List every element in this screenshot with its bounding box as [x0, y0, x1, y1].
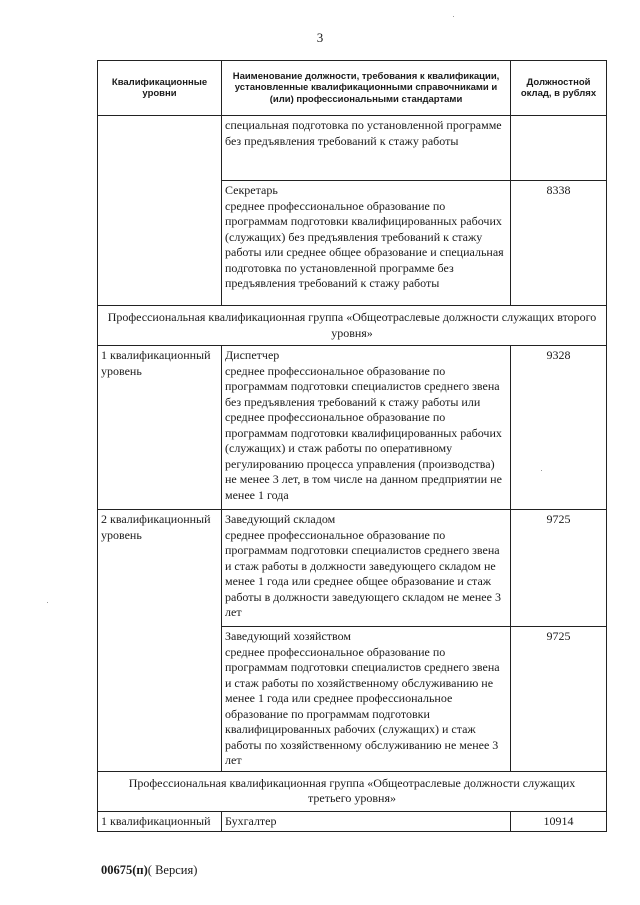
position-title: Бухгалтер [225, 813, 277, 828]
requirements-text: среднее профессиональное образование по программам подготовки квалифицированных рабочих (служащих) без предъявления требований к стажу работы или среднее общее образование и специальная подготовка по установленной программе без предъявления требований к стажу работы [225, 198, 504, 290]
requirements-text: среднее профессиональное образование по программам подготовки специалистов среднего звена без предъявления требований к стажу работы или среднее профессиональное образование по программам подготовки квалифицированных рабочих (служащих) и стаж работы по оперативному регулированию процесса управления (производства) не менее 3 лет, в том числе на данном предприятии не менее 1 года [225, 363, 502, 502]
header-levels: Квалификационные уровни [98, 61, 222, 116]
requirements-text: среднее профессиональное образование по программам подготовки специалистов среднего звена и стаж работы в должности заведующего складом не менее 1 года или среднее общее образование и стаж работы в должности заведующего складом не менее 3 лет [225, 527, 501, 619]
table-row [98, 811, 607, 832]
level-cell-empty [98, 116, 222, 306]
salary-value: 8338 [511, 181, 607, 306]
group-row [98, 306, 607, 346]
document-footer [101, 863, 197, 878]
requirements-text: специальная подготовка по установленной программе без предъявления требований к стажу работы [225, 118, 502, 148]
position-cell [222, 510, 511, 627]
position-cell [222, 181, 511, 306]
group-title: Профессиональная квалификационная группа «Общеотраслевые должности служащих второго уровня» [98, 306, 607, 346]
scan-speck [453, 16, 454, 17]
position-title: Заведующий складом [225, 512, 336, 526]
position-title: Диспетчер [225, 348, 280, 362]
header-salary: Должностной оклад, в рублях [511, 61, 607, 116]
position-title: Секретарь [225, 183, 278, 197]
position-cell [222, 811, 511, 832]
table-row [98, 346, 607, 510]
page-number: 3 [316, 30, 324, 45]
position-title: Заведующий хозяйством [225, 629, 351, 643]
table-header-row [98, 61, 607, 116]
scan-speck [47, 602, 48, 603]
position-cell [222, 627, 511, 772]
group-row [98, 771, 607, 811]
header-positions: Наименование должности, требования к квалификации, установленные квалификационными справочниками и (или) профессиональными стандартами [222, 61, 511, 116]
group-title: Профессиональная квалификационная группа «Общеотраслевые должности служащих третьего уровня» [98, 771, 607, 811]
level-label: 1 квалификационный уровень [98, 346, 222, 510]
table-row [98, 116, 607, 181]
salary-value: 9328 [511, 346, 607, 510]
requirements-text: среднее профессиональное образование по программам подготовки специалистов среднего звена и стаж работы по хозяйственному обслуживанию не менее 1 года или среднее профессиональное образование по программам подготовки квалифицированных рабочих (служащих) и стаж работы по хозяйственному обслуживанию не менее 3 лет [225, 644, 500, 767]
document-version: ( Версия) [147, 863, 198, 877]
position-cell [222, 116, 511, 181]
document-code: 00675(п) [101, 863, 148, 877]
salary-cell-empty [511, 116, 607, 181]
salary-value: 9725 [511, 627, 607, 772]
salary-table [97, 60, 607, 832]
position-cell [222, 346, 511, 510]
level-label: 2 квалификационный уровень [98, 510, 222, 772]
table-row [98, 510, 607, 627]
level-label: 1 квалификационный [98, 811, 222, 832]
scan-speck [541, 470, 542, 471]
salary-value: 9725 [511, 510, 607, 627]
salary-value: 10914 [511, 811, 607, 832]
